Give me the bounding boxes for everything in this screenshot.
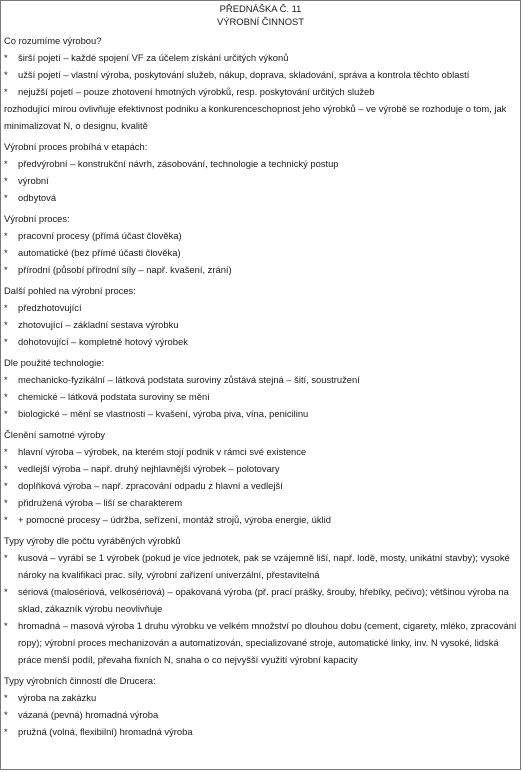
list-item bbox=[4, 405, 517, 422]
list-item bbox=[4, 333, 517, 350]
section-stages bbox=[4, 138, 517, 206]
bullet-icon: * bbox=[4, 175, 8, 186]
section-production-breakdown bbox=[4, 426, 517, 528]
lecture-number: PŘEDNÁŠKA Č. 11 bbox=[219, 3, 302, 14]
list-item bbox=[4, 244, 517, 261]
bullet-icon: * bbox=[4, 586, 8, 597]
section-production-types bbox=[4, 532, 517, 668]
list-item-text: automatické (bez přímé účasti člověka) bbox=[18, 247, 181, 258]
section-heading: Co rozumíme výrobou? bbox=[4, 35, 102, 46]
section-heading: Členění samotné výroby bbox=[4, 429, 106, 440]
list-item bbox=[4, 494, 517, 511]
list-item bbox=[4, 723, 517, 740]
bullet-icon: * bbox=[4, 336, 8, 347]
list-item-text: širší pojetí – každé spojení VF za účelem získání určitých výkonů bbox=[18, 52, 289, 63]
list-item-text: hromadná – masová výroba 1 druhu výrobku ve velkém množství po dlouhou dobu (cement, cigarety, mléko, zpracování ropy); výrobní proces mechanizován a automatizován, specializované stroje, automatické linky, inv. N vysoké, lidská práce menší podíl, převaha fixních N, snaha o co nejvyšší využití výrobní kapacity bbox=[18, 620, 517, 665]
list-item-text: předzhotovující bbox=[18, 302, 82, 313]
list-item-text: vázaná (pevná) hromadná výroba bbox=[18, 709, 159, 720]
list-item-text: doplňková výroba – např. zpracování odpadu z hlavní a vedlejší bbox=[18, 480, 283, 491]
list-item-text: zhotovující – základní sestava výrobku bbox=[18, 319, 179, 330]
bullet-icon: * bbox=[4, 192, 8, 203]
bullet-icon: * bbox=[4, 302, 8, 313]
list-item bbox=[4, 66, 517, 83]
bullet-icon: * bbox=[4, 408, 8, 419]
list-item bbox=[4, 617, 517, 668]
list-item-text: sériová (malosériová, velkosériová) – opakovaná výroba (př. prací prášky, šrouby, hřebíky, pečivo); většinou výroba na sklad, zákazník výrobu neovlivňuje bbox=[18, 586, 509, 614]
list-item bbox=[4, 155, 517, 172]
bullet-icon: * bbox=[4, 514, 8, 525]
section-definition bbox=[4, 32, 517, 134]
bullet-icon: * bbox=[4, 247, 8, 258]
bullet-icon: * bbox=[4, 446, 8, 457]
bullet-icon: * bbox=[4, 86, 8, 97]
list-item bbox=[4, 689, 517, 706]
list-item-text: vedlejší výroba – např. druhý nejhlavnější výrobek – polotovary bbox=[18, 463, 280, 474]
list-item bbox=[4, 299, 517, 316]
section-heading: Výrobní proces probíhá v etapách: bbox=[4, 141, 148, 152]
list-item-text: + pomocné procesy – údržba, seřízení, montáž strojů, výroba energie, úklid bbox=[18, 514, 331, 525]
bullet-icon: * bbox=[4, 552, 8, 563]
bullet-icon: * bbox=[4, 158, 8, 169]
list-item-text: odbytová bbox=[18, 192, 57, 203]
list-item-text: pružná (volná, flexibilní) hromadná výroba bbox=[18, 726, 193, 737]
paragraph: rozhodující mírou ovlivňuje efektivnost podniku a konkurenceschopnost jeho výrobků – ve výrobě se rozhoduje o tom, jak minimalizovat N, o designu, kvalitě bbox=[4, 103, 507, 131]
bullet-icon: * bbox=[4, 692, 8, 703]
list-item-text: dohotovující – kompletně hotový výrobek bbox=[18, 336, 188, 347]
list-item bbox=[4, 189, 517, 206]
list-item-text: přidružená výroba – liší se charakterem bbox=[18, 497, 183, 508]
list-item-text: předvýrobní – konstrukční návrh, zásobování, technologie a technický postup bbox=[18, 158, 339, 169]
bullet-icon: * bbox=[4, 497, 8, 508]
section-heading: Další pohled na výrobní proces: bbox=[4, 285, 136, 296]
bullet-icon: * bbox=[4, 480, 8, 491]
list-item bbox=[4, 261, 517, 278]
section-technology bbox=[4, 354, 517, 422]
list-item bbox=[4, 172, 517, 189]
bullet-icon: * bbox=[4, 620, 8, 631]
list-item-text: pracovní procesy (přímá účast člověka) bbox=[18, 230, 182, 241]
list-item-text: výroba na zakázku bbox=[18, 692, 97, 703]
list-item-text: přírodní (působí přírodní síly – např. kvašení, zrání) bbox=[18, 264, 232, 275]
list-item-text: nejužší pojetí – pouze zhotovení hmotných výrobků, resp. poskytování určitých služeb bbox=[18, 86, 375, 97]
section-other-view bbox=[4, 282, 517, 350]
bullet-icon: * bbox=[4, 374, 8, 385]
bullet-icon: * bbox=[4, 264, 8, 275]
list-item-text: chemické – látková podstata suroviny se mění bbox=[18, 391, 210, 402]
list-item-text: kusová – vyrábí se 1 výrobek (pokud je více jednotek, pak se vzájemně liší, např. lodě, mosty, unikátní stavby); vysoké nároky na kvalifikaci prac. síly, výrobní zařízení univerzální, přestavitelná bbox=[18, 552, 510, 580]
section-drucker-types bbox=[4, 672, 517, 740]
section-heading: Typy výrobních činností dle Drucera: bbox=[4, 675, 156, 686]
list-item-text: biologické – mění se vlastnosti – kvašení, výroba piva, vína, penicilinu bbox=[18, 408, 309, 419]
list-item-text: užší pojetí – vlastní výroba, poskytování služeb, nákup, doprava, skladování, správa a kontrola těchto oblastí bbox=[18, 69, 470, 80]
list-item bbox=[4, 227, 517, 244]
list-item bbox=[4, 49, 517, 66]
bullet-icon: * bbox=[4, 69, 8, 80]
section-heading: Dle použité technologie: bbox=[4, 357, 105, 368]
bullet-icon: * bbox=[4, 726, 8, 737]
list-item bbox=[4, 83, 517, 100]
list-item bbox=[4, 706, 517, 723]
page-title: VÝROBNÍ ČINNOST bbox=[217, 16, 304, 27]
list-item bbox=[4, 316, 517, 333]
list-item bbox=[4, 371, 517, 388]
bullet-icon: * bbox=[4, 52, 8, 63]
section-heading: Výrobní proces: bbox=[4, 213, 70, 224]
list-item bbox=[4, 511, 517, 528]
list-item-text: výrobní bbox=[18, 175, 49, 186]
list-item bbox=[4, 549, 517, 583]
list-item-text: mechanicko-fyzikální – látková podstata suroviny zůstává stejná – šití, soustružení bbox=[18, 374, 360, 385]
list-item bbox=[4, 388, 517, 405]
bullet-icon: * bbox=[4, 709, 8, 720]
list-item bbox=[4, 583, 517, 617]
list-item bbox=[4, 443, 517, 460]
bullet-icon: * bbox=[4, 391, 8, 402]
list-item bbox=[4, 477, 517, 494]
section-process bbox=[4, 210, 517, 278]
section-heading: Typy výroby dle počtu vyráběných výrobků bbox=[4, 535, 181, 546]
bullet-icon: * bbox=[4, 230, 8, 241]
list-item-text: hlavní výroba – výrobek, na kterém stojí podnik v rámci své existence bbox=[18, 446, 307, 457]
bullet-icon: * bbox=[4, 463, 8, 474]
list-item bbox=[4, 460, 517, 477]
bullet-icon: * bbox=[4, 319, 8, 330]
